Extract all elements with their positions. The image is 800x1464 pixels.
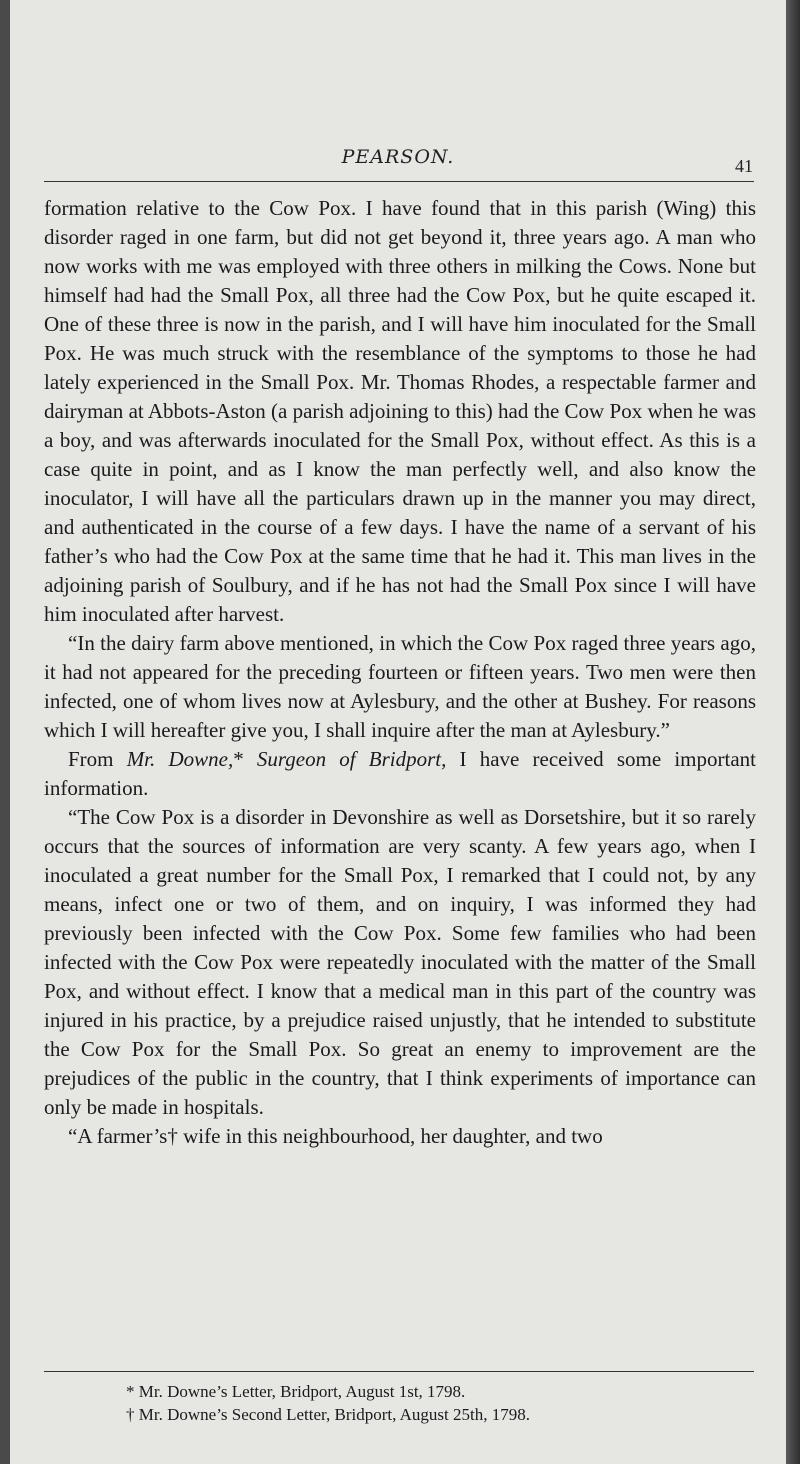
footnote-2: † Mr. Downe’s Second Letter, Bridport, August 25th, 1798. <box>126 1405 530 1424</box>
running-head: PEARSON. <box>341 146 455 168</box>
page-edge-shadow <box>786 0 800 1464</box>
header-rule <box>44 181 754 182</box>
paragraph-3-end: I have received some important information. <box>44 747 756 800</box>
paragraph-1: formation relative to the Cow Pox. I have found that in this parish (Wing) this disorder raged in one farm, but did not get beyond it, three years ago. A man who now works with me was employed with three others in milking the Cows. None but himself had had the Small Pox, all three had the Cow Pox, but he quite escaped it. One of these three is now in the parish, and I will have him inoculated for the Small Pox. He was much struck with the resemblance of the symptoms to those he had lately experienced in the Small Pox. Mr. Thomas Rhodes, a respectable farmer and dairyman at Abbots-Aston (a parish adjoining to this) had the Cow Pox when he was a boy, and was afterwards inoculated for the Small Pox, without effect. As this is a case quite in point, and as I know the man perfectly well, and also know the inoculator, I will have all the particulars drawn up in the manner you may direct, and authenticated in the course of a few days. I have the name of a servant of his father’s who had the Cow Pox at the same time that he had it. This man lives in the adjoining parish of Soulbury, and if he has not had the Small Pox since I will have him inoculated after harvest. <box>44 196 756 626</box>
paragraph-3-start: From <box>68 747 127 771</box>
paragraph-3 <box>44 745 756 803</box>
author-place: Surgeon of Bridport, <box>243 747 447 771</box>
footnote-rule <box>44 1371 754 1372</box>
author-name: Mr. Downe, <box>126 747 234 771</box>
footnotes <box>126 1380 726 1426</box>
paragraph-5: “A farmer’s† wife in this neighbourhood, her daughter, and two <box>68 1124 603 1148</box>
body-text <box>44 194 756 1151</box>
footnote-marker: * <box>233 747 244 771</box>
paragraph-4: “The Cow Pox is a disorder in Devonshire as well as Dorsetshire, but it so rarely occurs that the sources of information are very scanty. A few years ago, when I inoculated a great number for the Small Pox, I remarked that I could not, by any means, infect one or two of them, and on inquiry, I was informed they had previously been infected with the Cow Pox. Some few families who had been infected with the Cow Pox were repeatedly inoculated with the matter of the Small Pox, and without effect. I know that a medical man in this part of the country was injured in his practice, by a prejudice raised unjustly, that he intended to substitute the Cow Pox for the Small Pox. So great an enemy to improvement are the prejudices of the public in the country, that I think experiments of importance can only be made in hospitals. <box>44 805 756 1119</box>
paragraph-2: “In the dairy farm above mentioned, in which the Cow Pox raged three years ago, it had not appeared for the preceding fourteen or fifteen years. Two men were then infected, one of whom lives now at Aylesbury, and the other at Bushey. For reasons which I will hereafter give you, I shall inquire after the man at Aylesbury.” <box>44 631 756 742</box>
page-number: 41 <box>735 156 753 176</box>
footnote-1: * Mr. Downe’s Letter, Bridport, August 1st, 1798. <box>126 1382 466 1401</box>
page-header <box>43 140 753 180</box>
